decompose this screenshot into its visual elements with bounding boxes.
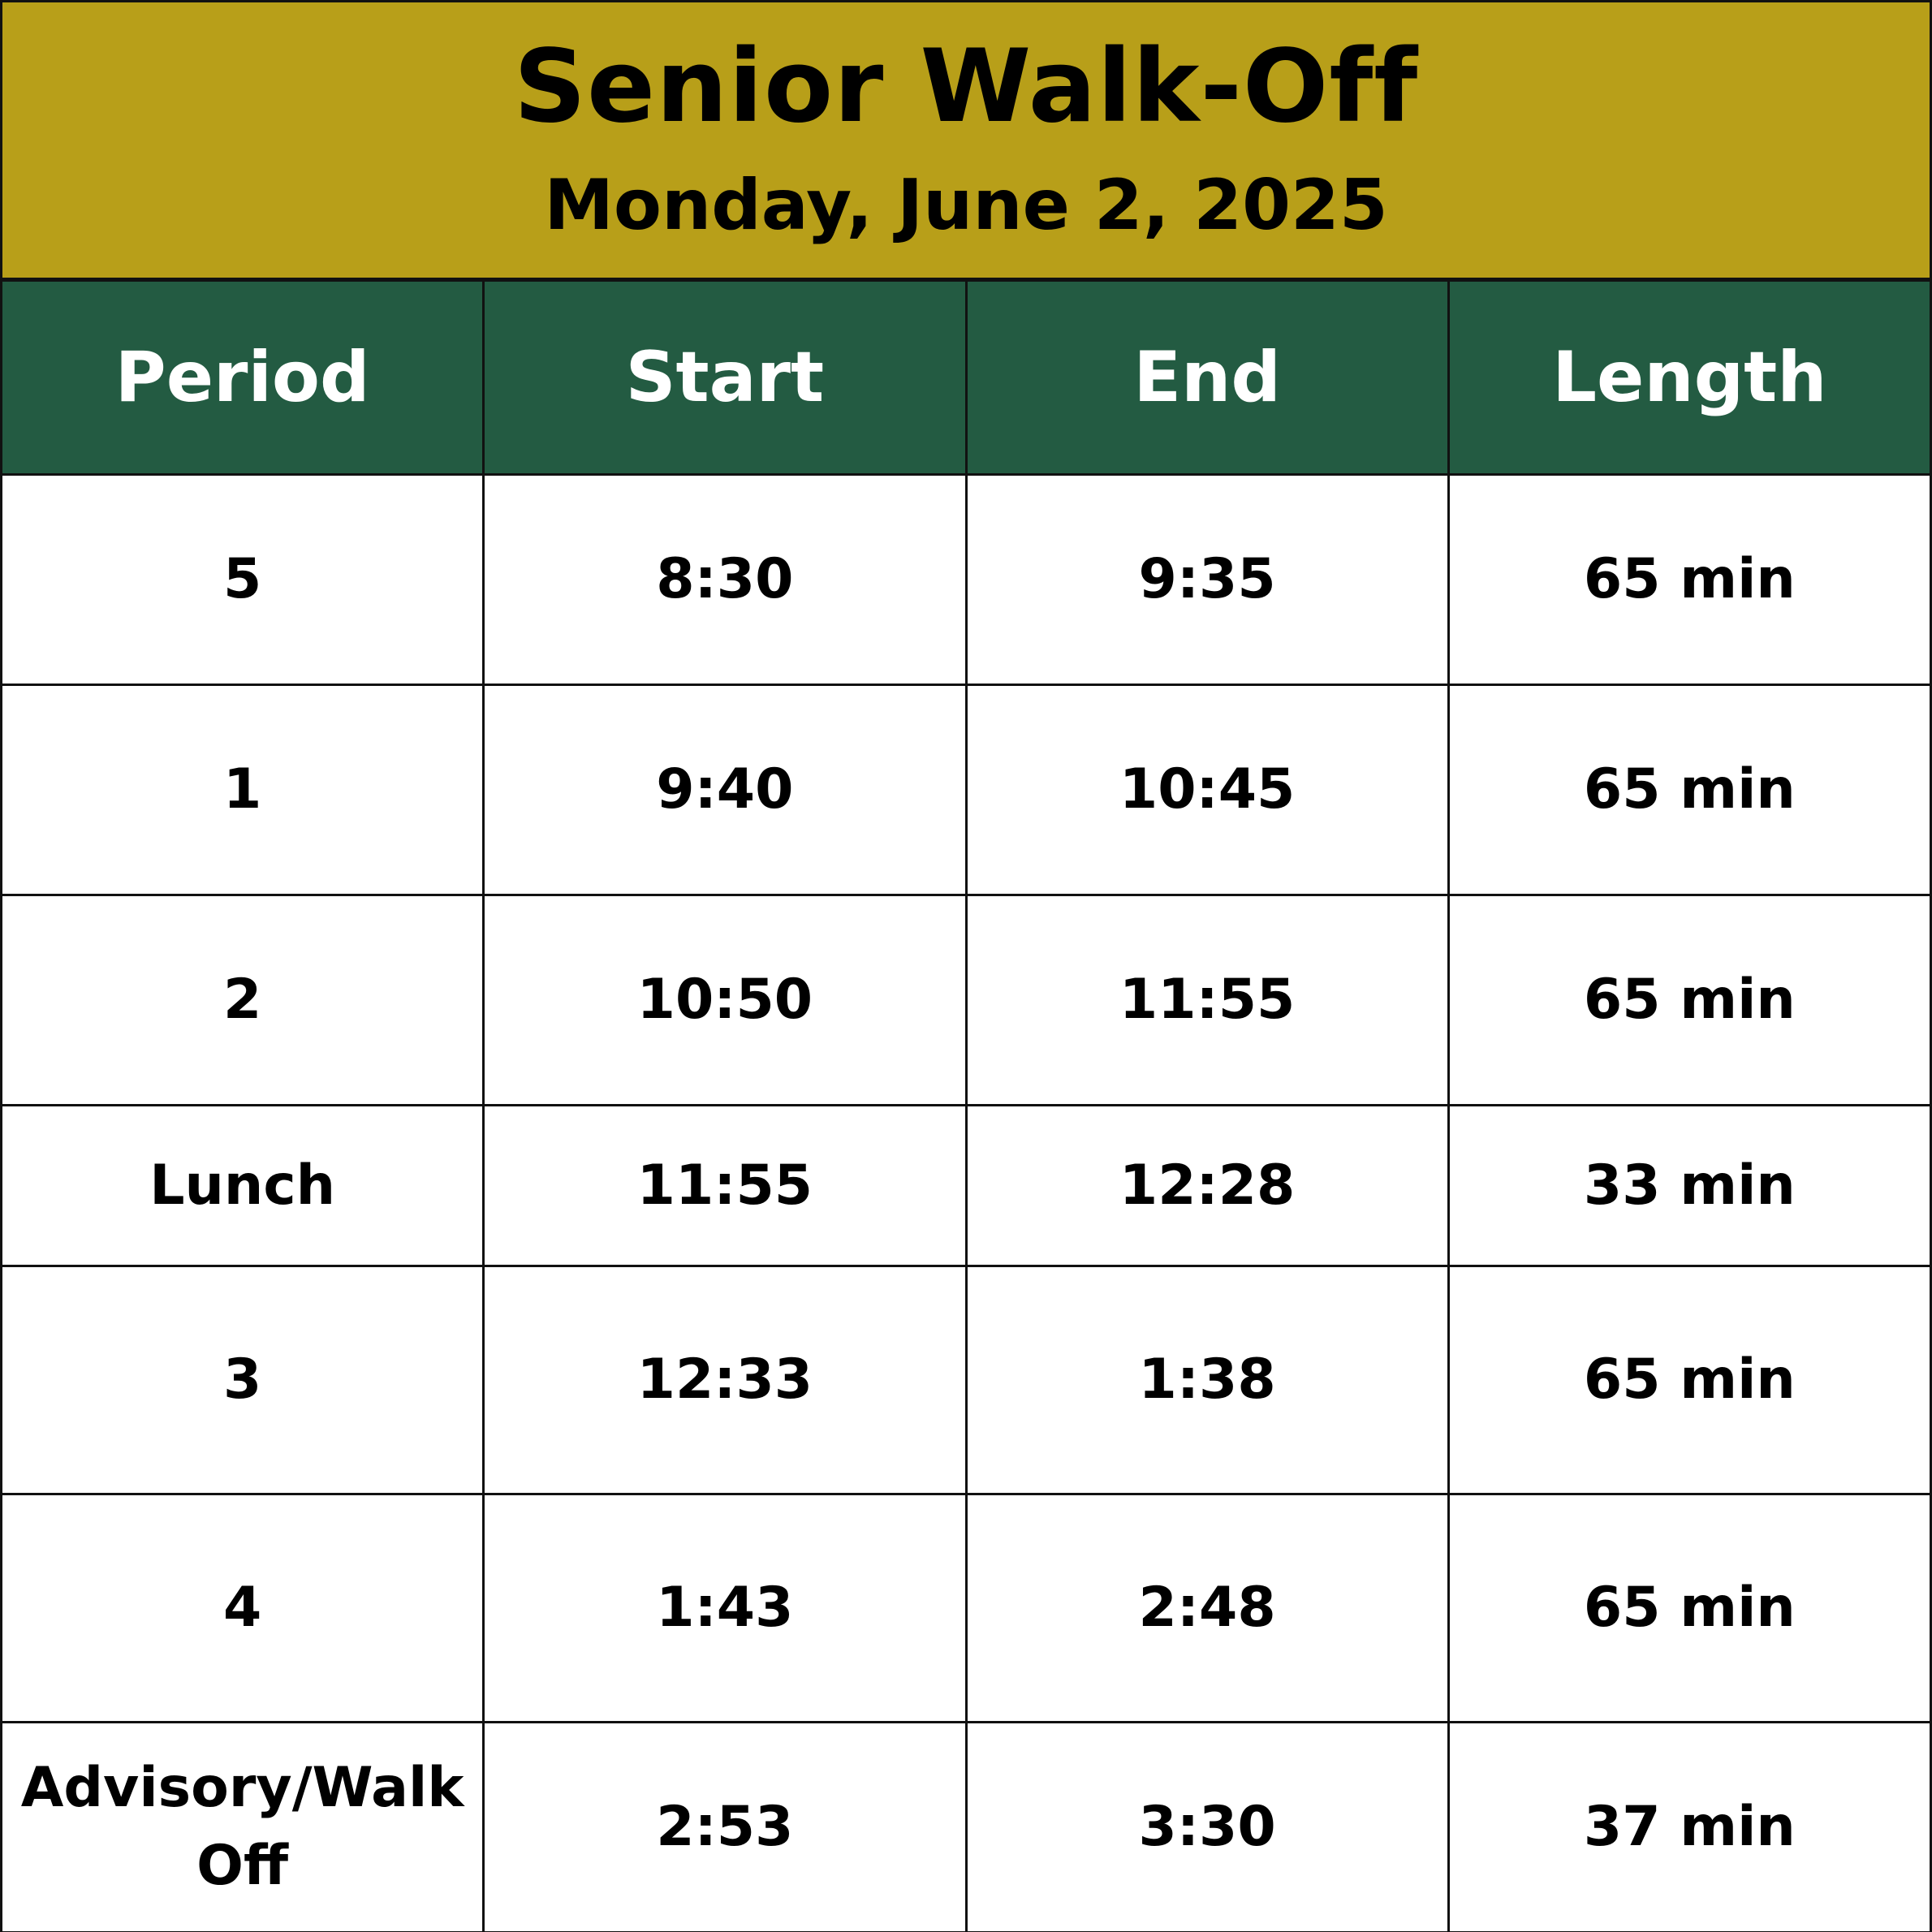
length-cell: 65 min: [1448, 895, 1930, 1106]
period-cell: 2: [2, 895, 484, 1106]
period-cell: 4: [2, 1494, 484, 1723]
table-header-row: [2, 281, 1931, 475]
start-cell: 10:50: [484, 895, 966, 1106]
period-cell: Lunch: [2, 1106, 484, 1266]
table-row: [2, 1266, 1931, 1494]
start-cell: 11:55: [484, 1106, 966, 1266]
title-banner: [0, 0, 1932, 280]
period-cell: Advisory/Walk Off: [2, 1723, 484, 1932]
period-cell: 1: [2, 685, 484, 895]
end-cell: 12:28: [966, 1106, 1448, 1266]
end-cell: 11:55: [966, 895, 1448, 1106]
page-title: Senior Walk-Off: [513, 28, 1419, 145]
start-cell: 12:33: [484, 1266, 966, 1494]
period-cell: 3: [2, 1266, 484, 1494]
column-header-length: Length: [1448, 281, 1930, 475]
start-cell: 2:53: [484, 1723, 966, 1932]
length-cell: 65 min: [1448, 685, 1930, 895]
end-cell: 1:38: [966, 1266, 1448, 1494]
end-cell: 9:35: [966, 475, 1448, 685]
length-cell: 65 min: [1448, 475, 1930, 685]
length-cell: 65 min: [1448, 1494, 1930, 1723]
length-cell: 37 min: [1448, 1723, 1930, 1932]
start-cell: 1:43: [484, 1494, 966, 1723]
column-header-period: Period: [2, 281, 484, 475]
table-row: [2, 475, 1931, 685]
start-cell: 9:40: [484, 685, 966, 895]
column-header-end: End: [966, 281, 1448, 475]
table-row: [2, 685, 1931, 895]
schedule-table: [0, 279, 1932, 1932]
end-cell: 3:30: [966, 1723, 1448, 1932]
table-row: [2, 1723, 1931, 1932]
length-cell: 33 min: [1448, 1106, 1930, 1266]
table-row: [2, 895, 1931, 1106]
end-cell: 2:48: [966, 1494, 1448, 1723]
length-cell: 65 min: [1448, 1266, 1930, 1494]
page-date: Monday, June 2, 2025: [544, 165, 1388, 246]
table-row: [2, 1494, 1931, 1723]
period-cell: 5: [2, 475, 484, 685]
end-cell: 10:45: [966, 685, 1448, 895]
start-cell: 8:30: [484, 475, 966, 685]
table-row: [2, 1106, 1931, 1266]
column-header-start: Start: [484, 281, 966, 475]
